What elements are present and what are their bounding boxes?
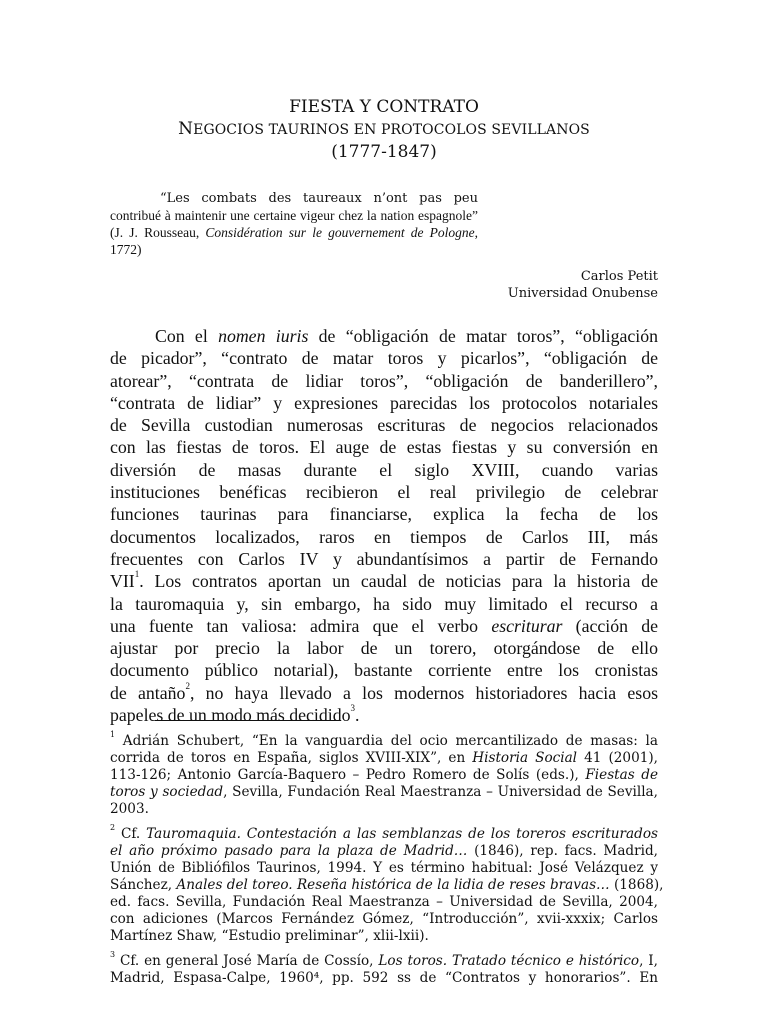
author-affiliation: Universidad Onubense (507, 286, 658, 301)
footnote-ref-1[interactable]: 1 (134, 569, 140, 580)
article-subtitle: NEGOCIOS TAURINOS EN PROTOCOLOS SEVILLANOS (178, 119, 590, 139)
article-years: (1777-1847) (331, 142, 437, 162)
footnotes (110, 730, 664, 995)
main-paragraph: Con el nomen iuris de “obligación de matar toros”, “obligación de picador”, “contrato de matar toros y picarlos”, “obligación de atorear”, “contrata de lidiar toros”, “obligación de banderillero”, “contrata de lidiar” y expresiones parecidas los protocolos notariales de Sevilla custodian numerosas escrituras de negocios relacionados con las fiestas de toros. El auge de estas fiestas y su conversión en diversión de masas durante el siglo XVIII, cuando varias instituciones benéficas recibieron el real privilegio de celebrar funciones taurinas para financiarse, explica la fecha de los documentos localizados, raros en tiempos de Carlos III, más frecuentes con Carlos IV y abundantísimos a partir de Fernando VII$^1$. Los contratos aportan un caudal de noticias para la historia de la tauromaquia y, sin embargo, ha sido muy limitado el recurso a una fuente tan valiosa: admira que el verbo escriturar (acción de ajustar por precio la labor de un torero, otorgándose de ello documento público notarial), bastante corriente entre los cronistas de antaño$^2$, no haya llevado a los modernos historiadores hacia esos papeles de un modo más decidido$^3$. (110, 326, 659, 726)
footnote-ref-2[interactable]: 2 (185, 680, 190, 691)
epigraph-quote: “Les combats des taureaux n’ont pas peu contribué à maintenir une certaine vigeur chez la nation espagnole” (J. J. Rousseau, Considération sur le gouvernement de Pologne, 1772) (110, 191, 479, 257)
author-name: Carlos Petit (580, 269, 658, 284)
footnote-1: $^1$ Adrián Schubert, “En la vanguardia del ocio mercantilizado de masas: la corrida de toros en España, siglos XVIII-XIX”, en Historia Social 41 (2001), 113-126; Antonio García-Baquero – Pedro Romero de Solís (eds.), Fiestas de toros y sociedad, Sevilla, Fundación Real Maestranza – Universidad de Sevilla, 2003. (110, 730, 659, 817)
footnote-ref-3[interactable]: 3 (350, 703, 355, 714)
article-title: FIESTA Y CONTRATO (289, 97, 479, 117)
footnote-2: $^2$ Cf. Tauromaquia. Contestación a las semblanzas de los toreros escriturados el año próximo pasado para la plaza de Madrid… (1846), rep. facs. Madrid, Unión de Bibliófilos Taurinos, 1994. Y es término habitual: José Velázquez y Sánchez, Anales del toreo. Reseña histórica de la lidia de reses bravas… (1868), ed. facs. Sevilla, Fundación Real Maestranza – Universidad de Sevilla, 2004, con adiciones (Marcos Fernández Gómez, “Introducción”, xvii-xxxix; Carlos Martínez Shaw, “Estudio preliminar”, xlii-lxii). (110, 823, 664, 944)
footnote-3: $^3$ Cf. en general José María de Cossío, Los toros. Tratado técnico e histórico, I, Madrid, Espasa-Calpe, 1960⁴, pp. 592 ss de “Contratos y honorarios”. En (110, 950, 658, 986)
footnote-divider (155, 720, 341, 721)
author-block (358, 268, 658, 302)
